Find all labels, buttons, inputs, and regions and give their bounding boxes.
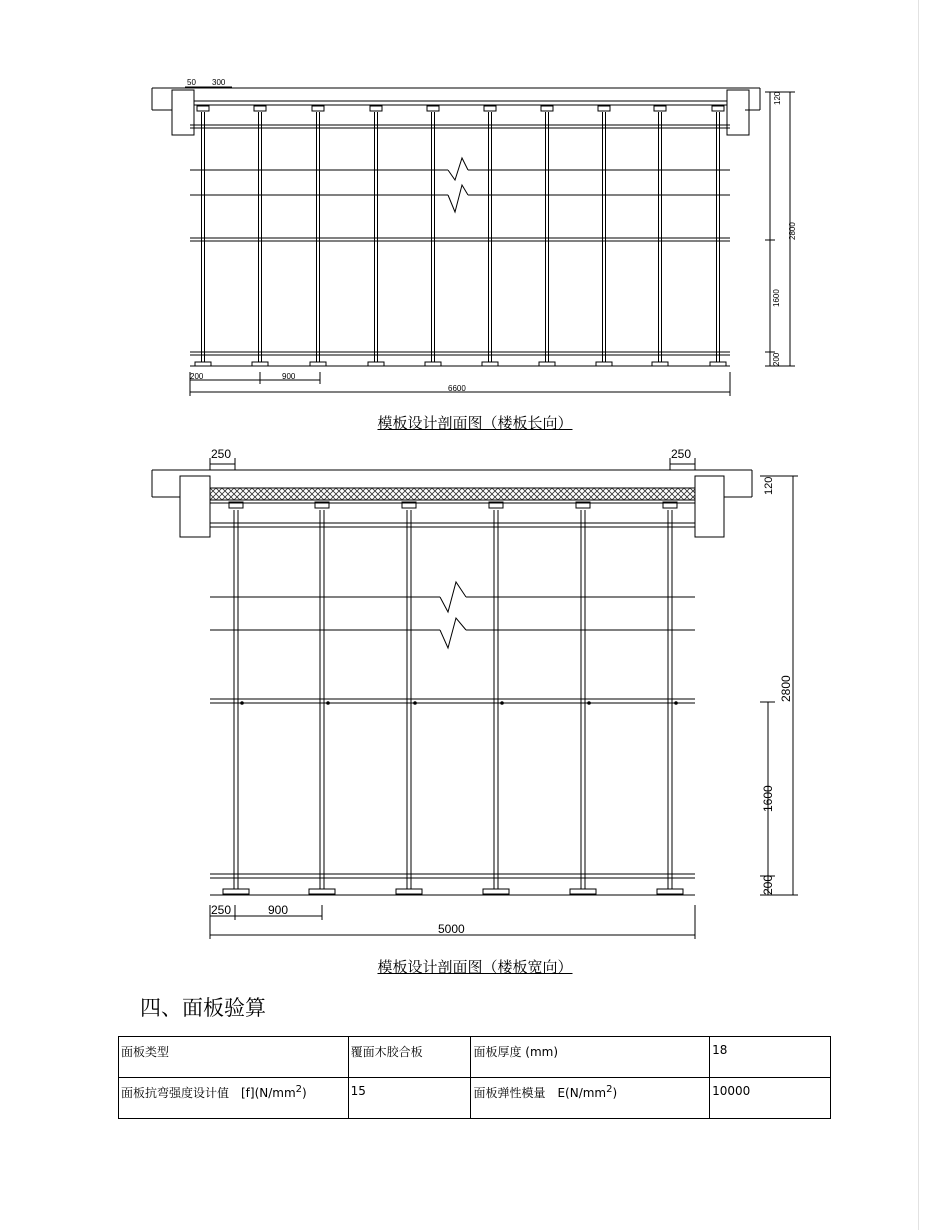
dim2-slab: 120 [763,476,775,495]
section-title: 四、面板验算 [140,996,266,1020]
support-post [596,106,612,366]
support-post [223,502,249,894]
figure1-caption: 模板设计剖面图（楼板长向） [377,414,573,432]
dim-mid-height: 1600 [772,289,781,307]
table-row [119,1078,831,1119]
elastic-modulus-sup: 2 [606,1084,613,1095]
formwork-section-long-drawing [0,0,950,405]
support-post [425,106,441,366]
support-post [539,106,555,366]
bending-strength-text: 面板抗弯强度设计值 [f](N/mm [121,1086,296,1100]
support-post [570,502,596,894]
panel-thickness-label: 面板厚度 (mm) [471,1037,710,1078]
elastic-modulus-text: 面板弹性模量 E(N/mm [473,1086,607,1100]
support-post [483,502,509,894]
bending-strength-sup: 2 [295,1084,303,1095]
elastic-modulus-end: ) [612,1086,618,1100]
elastic-modulus-value: 10000 [710,1078,831,1119]
panel-parameters-table [118,1036,831,1119]
dim2-total-length: 5000 [438,922,465,936]
support-post [657,502,683,894]
table-row [119,1037,831,1078]
support-post [252,106,268,366]
support-post [396,502,422,894]
dim2-top-left: 250 [211,447,232,461]
dim-left-edge: 200 [190,372,204,381]
support-post [652,106,668,366]
dim-top-left-a: 50 [187,78,196,87]
panel-type-label: 面板类型 [119,1037,349,1078]
dim-slab: 120 [773,91,782,105]
dim-spacing: 900 [282,372,296,381]
dim-top-left-b: 300 [212,78,226,87]
elastic-modulus-label [471,1078,710,1119]
dim2-bottom-height: 200 [761,874,775,895]
dim2-spacing: 900 [268,903,289,917]
dim-total-length: 6600 [448,384,466,393]
figure2-caption: 模板设计剖面图（楼板宽向） [377,958,573,976]
bending-strength-label [119,1078,349,1119]
bending-strength-value: 15 [348,1078,471,1119]
dim-total-height: 2800 [788,222,797,240]
dim-bottom-height: 200 [772,352,781,366]
dim2-left-edge: 250 [211,903,232,917]
panel-thickness-value: 18 [710,1037,831,1078]
support-post [482,106,498,366]
support-post [310,106,326,366]
dim2-top-right: 250 [671,447,692,461]
support-post [710,106,726,366]
support-post [309,502,335,894]
support-post [368,106,384,366]
dim2-total-height: 2800 [779,675,793,702]
formwork-section-width-drawing [0,440,950,950]
bending-strength-end: ) [302,1086,307,1100]
dim2-mid-height: 1600 [761,785,775,812]
panel-type-value: 覆面木胶合板 [348,1037,471,1078]
support-post [195,106,211,366]
